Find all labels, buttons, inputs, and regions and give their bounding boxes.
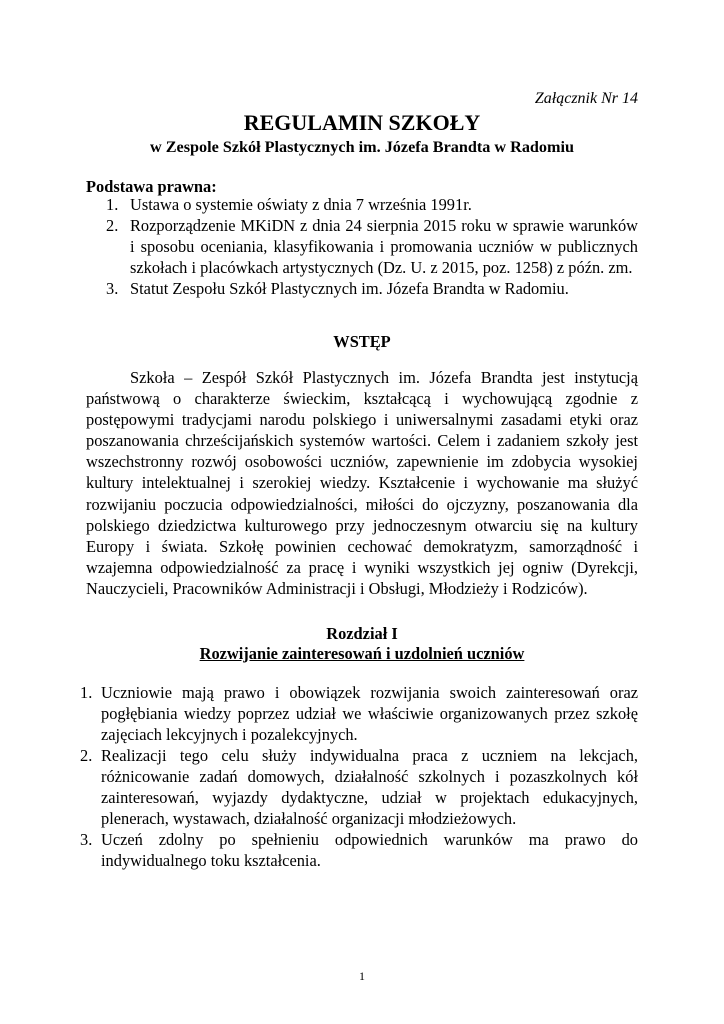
list-item-text: Uczniowie mają prawo i obowiązek rozwijania swoich zainteresowań oraz pogłębiania wiedzy poprzez udział we właściwie organizowanych przez szkołę zajęciach lekcyjnych i pozalekcyjnych. (101, 683, 638, 744)
list-item-number: 2. (80, 746, 93, 765)
list-item-text: Uczeń zdolny po spełnieniu odpowiednich warunków ma prawo do indywidualnego toku kształcenia. (101, 830, 638, 870)
document-subtitle: w Zespole Szkół Plastycznych im. Józefa Brandta w Radomiu (149, 138, 574, 156)
list-item-number: 3. (106, 279, 119, 298)
list-item-text: Ustawa o systemie oświaty z dnia 7 września 1991r. (130, 195, 472, 214)
list-item (80, 829, 638, 871)
list-item (106, 278, 638, 299)
document-title: REGULAMIN SZKOŁY (243, 110, 481, 135)
list-item (80, 682, 638, 745)
list-item-number: 1. (80, 683, 93, 702)
chapter-title (0, 643, 724, 664)
chapter-rules-list (80, 682, 638, 871)
legal-basis-heading: Podstawa prawna: (86, 177, 217, 196)
list-item-number: 2. (106, 216, 119, 235)
introduction-paragraph: Szkoła – Zespół Szkół Plastycznych im. Józefa Brandta jest instytucją państwową o charakterze świeckim, kształcącą i wychowującą zgodnie z postępowymi tradycjami narodu polskiego i uniwersalnymi zasadami etyki oraz poszanowania chrześcijańskich systemów wartości. Celem i zadaniem szkoły jest wszechstronny rozwój osobowości uczniów, zapewnienie im zdobycia wysokiej kultury intelektualnej i szerokiej wiedzy. Kształcenie i wychowanie ma służyć rozwijaniu poczucia odpowiedzialności, miłości do ojczyzny, poszanowania dla polskiego dziedzictwa kulturowego przy jednoczesnym otwarciu się na kultury Europy i świata. Szkołę powinien cechować demokratyzm, samorządność i wzajemna odpowiedzialność za pracę i wyniki wszystkich jej ogniw (Dyrekcji, Nauczycieli, Pracowników Administracji i Obsługi, Młodzieży i Rodziców). (86, 368, 638, 598)
list-item (106, 194, 638, 215)
page-number: 1 (359, 969, 365, 983)
list-item-text: Statut Zespołu Szkół Plastycznych im. Józefa Brandta w Radomiu. (130, 279, 569, 298)
annex-label: Załącznik Nr 14 (534, 90, 638, 107)
list-item-number: 1. (106, 195, 119, 214)
list-item (106, 215, 638, 278)
list-item (80, 745, 638, 829)
list-item-text: Rozporządzenie MKiDN z dnia 24 sierpnia 2015 roku w sprawie warunków i sposobu oceniania, klasyfikowania i promowania uczniów w publicznych szkołach i placówkach artystycznych (Dz. U. z 2015, poz. 1258) z późn. zm. (130, 216, 638, 277)
legal-basis-list (106, 194, 638, 299)
list-item-text: Realizacji tego celu służy indywidualna praca z uczniem na lekcjach, różnicowanie zadań domowych, działalność szkolnych i pozaszkolnych kół zainteresowań, wyjazdy dydaktyczne, udział w projektach edukacyjnych, plenerach, wystawach, działalność organizacji młodzieżowych. (101, 746, 638, 828)
chapter-title-text: Rozwijanie zainteresowań i uzdolnień uczniów (199, 644, 525, 663)
introduction-heading: WSTĘP (333, 332, 391, 351)
list-item-number: 3. (80, 830, 93, 849)
chapter-label: Rozdział I (326, 624, 398, 643)
